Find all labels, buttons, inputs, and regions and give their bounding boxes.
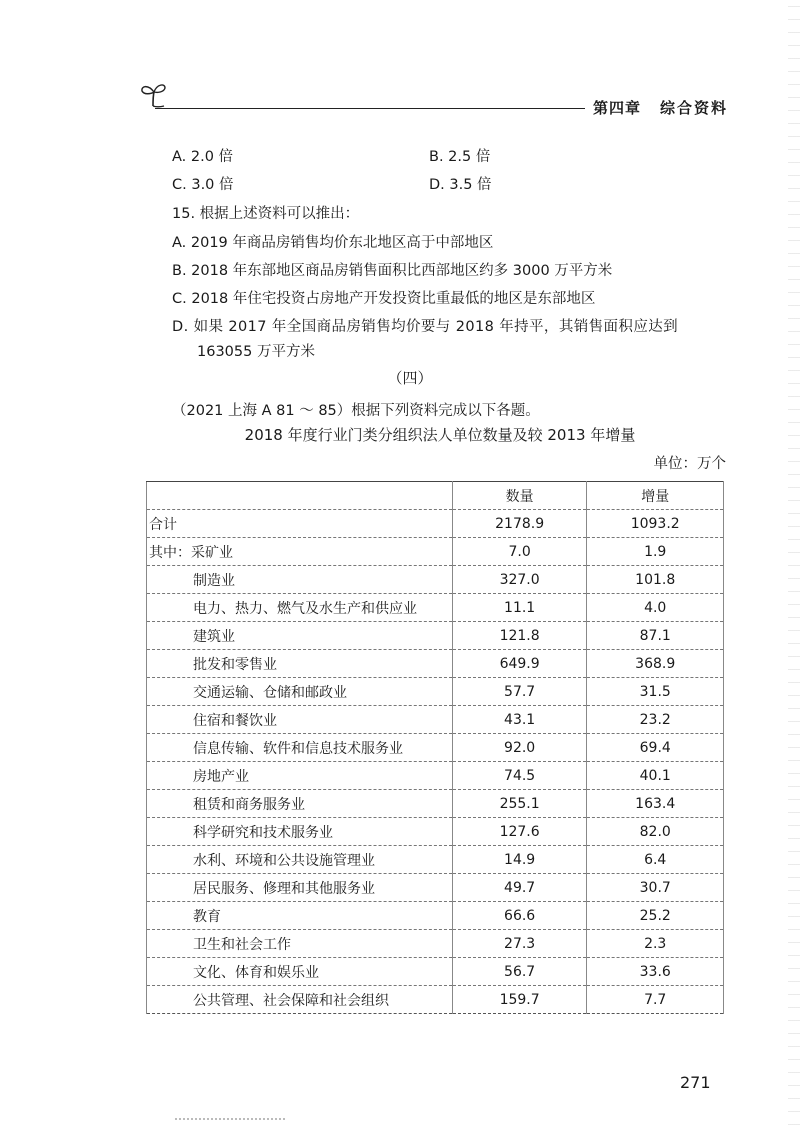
table-title: 2018 年度行业门类分组织法人单位数量及较 2013 年增量 <box>244 426 636 444</box>
row-count: 255.1 <box>452 790 587 818</box>
row-count: 92.0 <box>452 734 587 762</box>
page-number: 271 <box>680 1073 711 1092</box>
q15-option-d-line1: D. 如果 2017 年全国商品房销售均价要与 2018 年持平，其销售面积应达到 <box>172 319 679 335</box>
row-increase: 40.1 <box>587 762 724 790</box>
row-label: 水利、环境和公共设施管理业 <box>193 852 375 869</box>
chapter-label: 第四章 <box>593 99 642 117</box>
header-cell-increase: 增量 <box>587 482 724 510</box>
table-row <box>147 622 724 650</box>
sprout-icon <box>138 80 168 108</box>
table-row <box>147 846 724 874</box>
table-row-total <box>147 510 724 538</box>
table-row <box>147 566 724 594</box>
row-count: 49.7 <box>452 874 587 902</box>
row-increase: 163.4 <box>587 790 724 818</box>
section-label: 综合资料 <box>660 99 729 117</box>
row-label: 信息传输、软件和信息技术服务业 <box>193 740 403 757</box>
table-row <box>147 706 724 734</box>
row-label: 卫生和社会工作 <box>193 936 291 953</box>
row-label: 科学研究和技术服务业 <box>193 824 333 841</box>
row-increase: 101.8 <box>587 566 724 594</box>
row-increase: 7.7 <box>587 986 724 1014</box>
row-count: 2178.9 <box>452 510 587 538</box>
table-row <box>147 594 724 622</box>
row-label: 居民服务、修理和其他服务业 <box>193 880 375 897</box>
header-cell-label <box>147 482 453 510</box>
header-rule <box>155 108 585 109</box>
row-increase: 82.0 <box>587 818 724 846</box>
table-row <box>147 678 724 706</box>
row-label: 房地产业 <box>193 768 249 785</box>
row-count: 7.0 <box>452 538 587 566</box>
row-increase: 33.6 <box>587 958 724 986</box>
row-label: 建筑业 <box>193 628 235 645</box>
row-increase: 69.4 <box>587 734 724 762</box>
section-title: （四） <box>387 369 433 387</box>
q14-option-b: B. 2.5 倍 <box>429 149 491 165</box>
row-label: 教育 <box>193 908 221 925</box>
table-row <box>147 902 724 930</box>
source-line: （2021 上海 A 81 ～ 85）根据下列资料完成以下各题。 <box>172 403 540 419</box>
row-increase: 30.7 <box>587 874 724 902</box>
table-row <box>147 930 724 958</box>
q14-option-a: A. 2.0 倍 <box>172 149 234 165</box>
row-label: 住宿和餐饮业 <box>193 712 277 729</box>
row-count: 56.7 <box>452 958 587 986</box>
row-increase: 25.2 <box>587 902 724 930</box>
row-count: 121.8 <box>452 622 587 650</box>
footer-dots <box>175 1118 285 1120</box>
table-row <box>147 790 724 818</box>
row-count: 66.6 <box>452 902 587 930</box>
row-count: 43.1 <box>452 706 587 734</box>
table-row <box>147 986 724 1014</box>
q14-option-d: D. 3.5 倍 <box>429 177 492 193</box>
row-label: 合计 <box>149 516 177 533</box>
row-increase: 31.5 <box>587 678 724 706</box>
q15-stem: 15. 根据上述资料可以推出： <box>172 206 360 222</box>
table-row <box>147 762 724 790</box>
row-label: 租赁和商务服务业 <box>193 796 305 813</box>
table-row-first <box>147 538 724 566</box>
q14-option-c: C. 3.0 倍 <box>172 177 234 193</box>
row-count: 11.1 <box>452 594 587 622</box>
row-increase: 368.9 <box>587 650 724 678</box>
table-header-row <box>147 482 724 510</box>
row-increase: 2.3 <box>587 930 724 958</box>
row-count: 27.3 <box>452 930 587 958</box>
row-increase: 6.4 <box>587 846 724 874</box>
page-edge-decoration <box>788 0 800 1130</box>
row-label: 电力、热力、燃气及水生产和供应业 <box>193 600 417 617</box>
industry-table <box>146 481 724 1014</box>
row-count: 74.5 <box>452 762 587 790</box>
row-count: 14.9 <box>452 846 587 874</box>
q15-option-a: A. 2019 年商品房销售均价东北地区高于中部地区 <box>172 235 494 251</box>
row-count: 649.9 <box>452 650 587 678</box>
table-row <box>147 818 724 846</box>
row-increase: 1093.2 <box>587 510 724 538</box>
row-count: 159.7 <box>452 986 587 1014</box>
row-label: 其中：采矿业 <box>149 544 233 561</box>
row-increase: 4.0 <box>587 594 724 622</box>
row-increase: 1.9 <box>587 538 724 566</box>
table-row <box>147 650 724 678</box>
row-increase: 23.2 <box>587 706 724 734</box>
row-label: 制造业 <box>193 572 235 589</box>
header-cell-count: 数量 <box>452 482 587 510</box>
row-count: 127.6 <box>452 818 587 846</box>
table-unit: 单位：万个 <box>653 456 726 472</box>
row-increase: 87.1 <box>587 622 724 650</box>
row-count: 327.0 <box>452 566 587 594</box>
row-label: 批发和零售业 <box>193 656 277 673</box>
q15-option-c: C. 2018 年住宅投资占房地产开发投资比重最低的地区是东部地区 <box>172 291 596 307</box>
row-count: 57.7 <box>452 678 587 706</box>
q15-option-d-line2: 163055 万平方米 <box>197 344 315 360</box>
q15-option-b: B. 2018 年东部地区商品房销售面积比西部地区约多 3000 万平方米 <box>172 263 613 279</box>
table-row <box>147 734 724 762</box>
row-label: 文化、体育和娱乐业 <box>193 964 319 981</box>
row-label: 公共管理、社会保障和社会组织 <box>193 992 389 1009</box>
row-label: 交通运输、仓储和邮政业 <box>193 684 347 701</box>
table-row <box>147 958 724 986</box>
table-row <box>147 874 724 902</box>
